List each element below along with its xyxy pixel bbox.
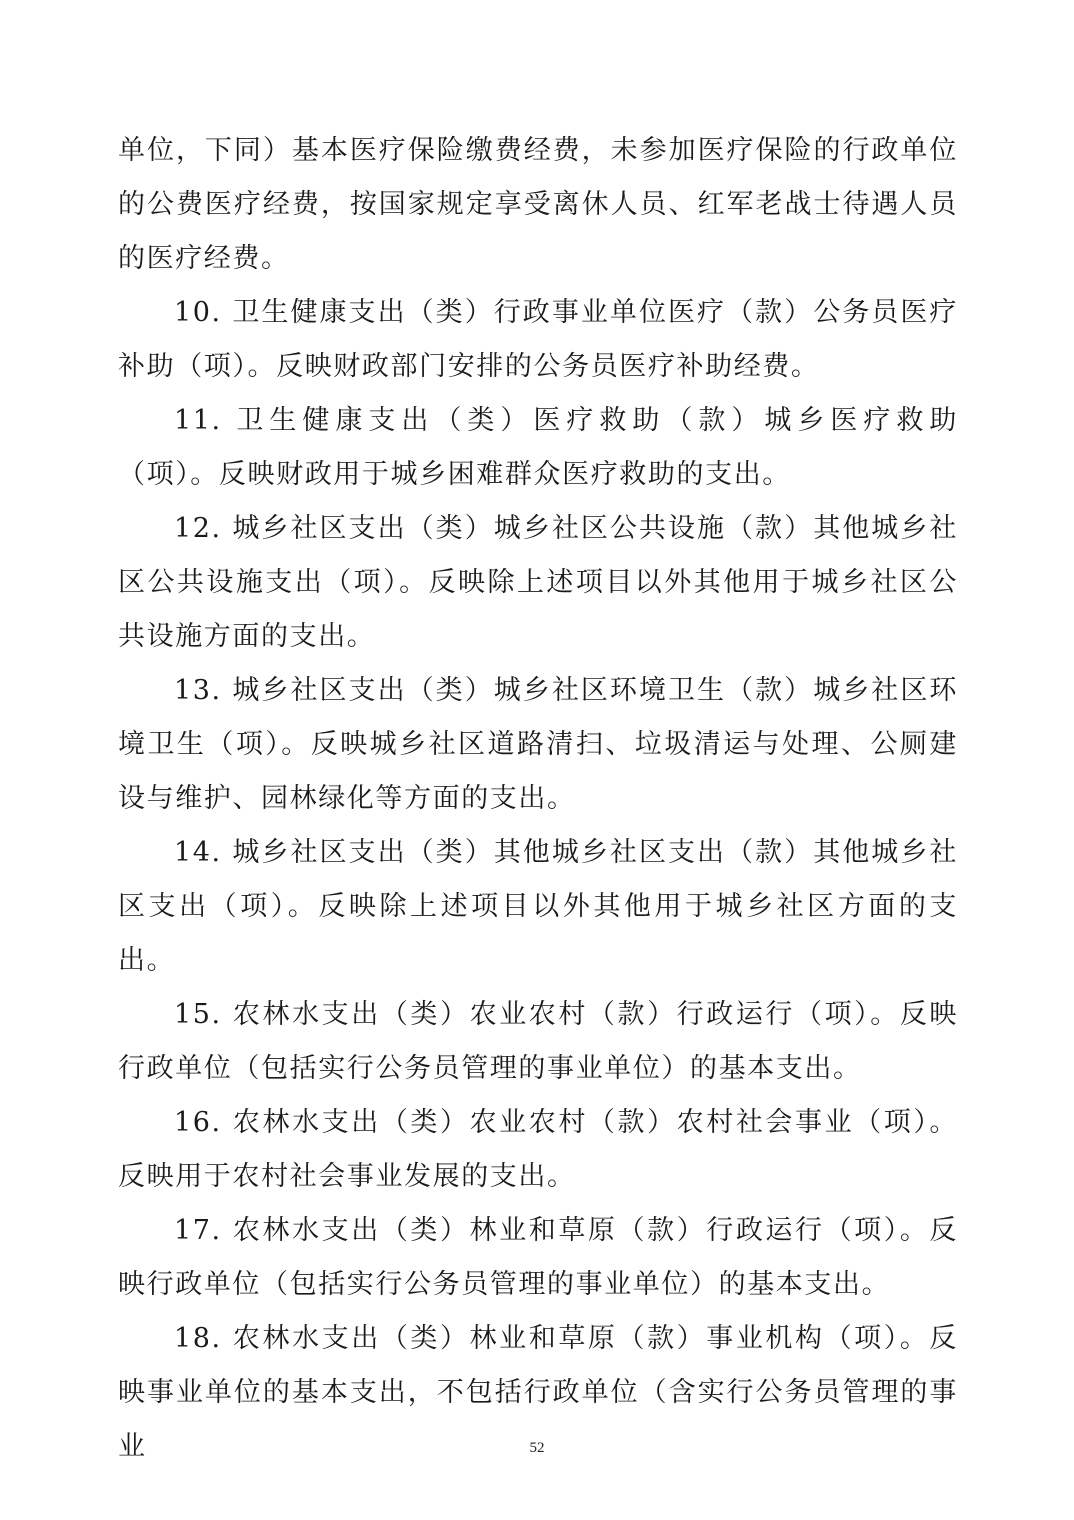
document-body — [118, 124, 958, 1474]
paragraph-item-15: 15. 农林水支出（类）农业农村（款）行政运行（项）。反映行政单位（包括实行公务员管理的事业单位）的基本支出。 — [118, 999, 958, 1084]
paragraph-item-18: 18. 农林水支出（类）林业和草原（款）事业机构（项）。反映事业单位的基本支出，不包括行政单位（含实行公务员管理的事业 — [118, 1323, 958, 1462]
paragraph-continuation: 单位，下同）基本医疗保险缴费经费，未参加医疗保险的行政单位的公费医疗经费，按国家规定享受离休人员、红军老战士待遇人员的医疗经费。 — [118, 135, 958, 274]
paragraph-item-10: 10. 卫生健康支出（类）行政事业单位医疗（款）公务员医疗补助（项）。反映财政部门安排的公务员医疗补助经费。 — [118, 297, 958, 382]
paragraph-item-12: 12. 城乡社区支出（类）城乡社区公共设施（款）其他城乡社区公共设施支出（项）。反映除上述项目以外其他用于城乡社区公共设施方面的支出。 — [118, 513, 958, 652]
paragraph-item-16: 16. 农林水支出（类）农业农村（款）农村社会事业（项）。反映用于农村社会事业发展的支出。 — [118, 1107, 958, 1192]
paragraph-item-14: 14. 城乡社区支出（类）其他城乡社区支出（款）其他城乡社区支出（项）。反映除上述项目以外其他用于城乡社区方面的支出。 — [118, 837, 958, 976]
paragraph-item-13: 13. 城乡社区支出（类）城乡社区环境卫生（款）城乡社区环境卫生（项）。反映城乡社区道路清扫、垃圾清运与处理、公厕建设与维护、园林绿化等方面的支出。 — [118, 675, 958, 814]
paragraph-item-17: 17. 农林水支出（类）林业和草原（款）行政运行（项）。反映行政单位（包括实行公务员管理的事业单位）的基本支出。 — [118, 1215, 958, 1300]
page-number: 52 — [529, 1440, 545, 1456]
paragraph-item-11: 11. 卫生健康支出（类）医疗救助（款）城乡医疗救助（项）。反映财政用于城乡困难群众医疗救助的支出。 — [118, 405, 958, 490]
